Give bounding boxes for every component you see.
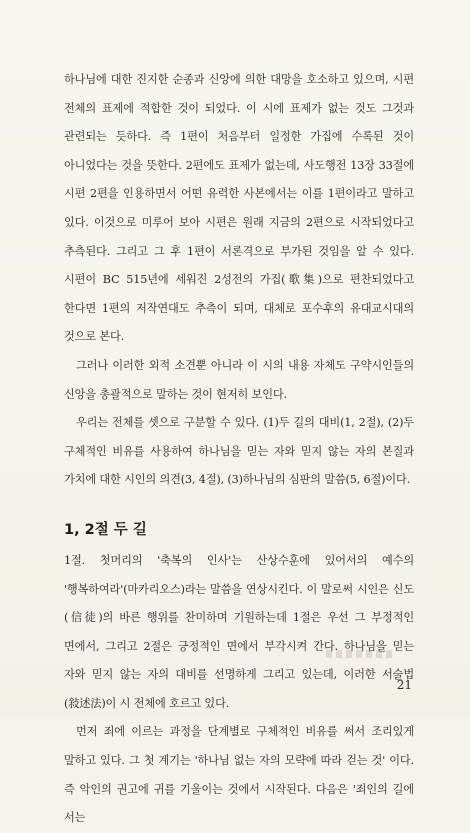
section-heading: 1, 2절 두 길 [64,521,147,538]
body-paragraph: 우리는 전체를 셋으로 구분할 수 있다. (1)두 길의 대비(1, 2절), (2)두 구체적인 비유를 사용하여 하나님을 믿는 자와 믿지 않는 자의 본질과 가치에 대한 시인의 의견(3, 4절), (3)하나님의 심판의 말씀(5, 6절)이다. [64,416,414,487]
body-paragraph: 1절. 첫머리의 '축복의 인사'는 산상수훈에 있어서의 예수의 '행복하여라'(마카리오스)라는 말씀을 연상시킨다. 이 말로써 시인은 신도(信徒)의 바른 행위를 찬미하며 기원하는데 1절은 우선 그 부정적인 면에서, 그리고 2절은 긍정적인 면에서 부각시켜 간다. 하나님을 믿는 자와 믿지 않는 자의 대비를 선명하게 그리고 있는데, 이러한 서술법(敍述法)이 시 전체에 호르고 있다. [64,553,414,710]
page-number: 21 [396,678,412,692]
body-paragraph: 그러나 이러한 외적 소견뿐 아니라 이 시의 내용 자체도 구약시인들의 신앙을 총괄적으로 말하는 것이 현저히 보인다. [64,358,414,401]
body-paragraph: 먼저 죄에 이르는 과정을 단계별로 구체적인 비유를 써서 조리있게 말하고 있다. 그 첫 계기는 '하나님 없는 자의 모략에 따라 걷는 것' 이다. 즉 악인의 권고에 귀를 기울이는 것에서 시작된다. 다음은 '죄인의 길에 서는 [64,725,414,825]
show-through-marks [326,650,396,658]
body-paragraph: 하나님에 대한 진지한 순종과 신앙에 의한 대망을 호소하고 있으며, 시편 전체의 표제에 적합한 것이 되었다. 이 시에 표제가 없는 것도 그것과 관련되는 듯하다. 즉 1편이 처음부터 일정한 가집에 수록된 것이 아니었다는 것을 뜻한다. 2편에도 표제가 없는데, 사도행전 13장 33절에 시편 2편을 인용하면서 어떤 유력한 사본에서는 이를 1편이라고 말하고 있다. 이것으로 미루어 보아 시편은 원래 지금의 2편으로 시작되었다고 추측된다. 그리고 그 후 1편이 서론격으로 부가된 것임을 알 수 있다. 시편이 BC 515년에 세워진 2성전의 가집(歌集)으로 편찬되었다고 한다면 1편의 저작연대도 추측이 되며, 대체로 포수후의 유대교시대의 것으로 본다. [64,73,414,344]
